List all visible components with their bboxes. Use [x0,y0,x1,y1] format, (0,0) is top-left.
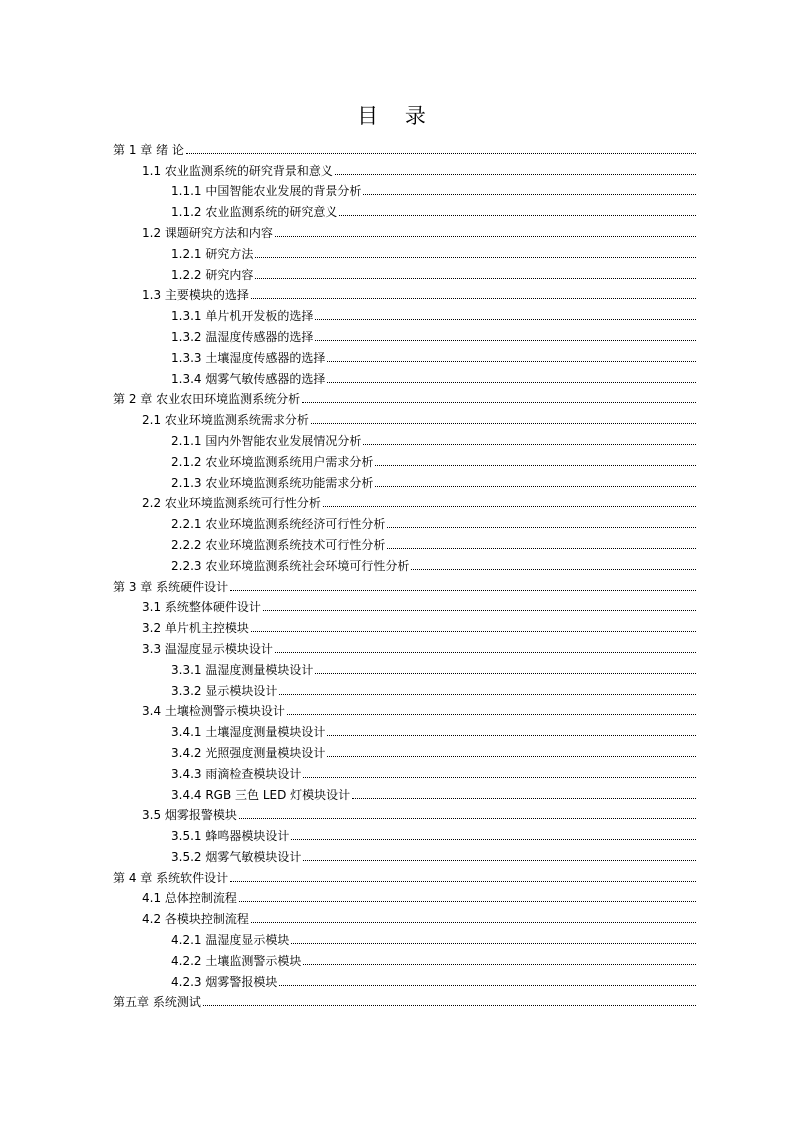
toc-entry[interactable] [113,158,696,179]
toc-entry[interactable] [113,699,696,720]
toc-entry-text: 2.2.2 农业环境监测系统技术可行性分析 [171,537,386,552]
toc-entry[interactable] [113,782,696,803]
toc-entry-text: 3.2 单片机主控模块 [142,621,249,636]
toc-entry-text: 4.2.3 烟雾警报模块 [171,974,278,989]
toc-entry[interactable] [113,532,696,553]
dot-leader [251,631,696,632]
toc-entry[interactable] [113,324,696,345]
toc-entry[interactable] [113,345,696,366]
toc-entry[interactable] [113,657,696,678]
dot-leader [363,444,696,445]
toc-entry-text: 3.3 温湿度显示模块设计 [142,641,273,656]
dot-leader [230,590,696,591]
dot-leader [291,943,696,944]
toc-entry[interactable] [113,366,696,387]
dot-leader [315,319,696,320]
dot-leader [279,694,696,695]
toc-entry[interactable] [113,199,696,220]
dot-leader [303,860,696,861]
dot-leader [339,215,696,216]
dot-leader [327,361,696,362]
toc-entry-text: 4.2.2 土壤监测警示模块 [171,953,302,968]
toc-entry[interactable] [113,470,696,491]
toc-entry-text: 1.3.2 温湿度传感器的选择 [171,329,314,344]
dot-leader [255,257,696,258]
toc-entry[interactable] [113,761,696,782]
toc-entry-text: 2.2 农业环境监测系统可行性分析 [142,496,321,511]
toc-entry-text: 3.3.1 温湿度测量模块设计 [171,662,314,677]
dot-leader [230,881,696,882]
toc-entry-text: 1.3 主要模块的选择 [142,288,249,303]
toc-entry-text: 1.1.1 中国智能农业发展的背景分析 [171,184,362,199]
dot-leader [279,985,696,986]
dot-leader [363,194,696,195]
dot-leader [315,340,696,341]
toc-entry-text: 1.3.3 土壤湿度传感器的选择 [171,350,326,365]
toc-entry[interactable] [113,241,696,262]
toc-entry[interactable] [113,969,696,990]
toc-entry[interactable] [113,511,696,532]
toc-entry-text: 第 1 章 绪 论 [113,142,184,157]
dot-leader [239,818,696,819]
toc-entry[interactable] [113,428,696,449]
dot-leader [251,922,696,923]
toc-entry[interactable] [113,283,696,304]
toc-entry-text: 3.4.1 土壤湿度测量模块设计 [171,725,326,740]
toc-entry-text: 3.4.2 光照强度测量模块设计 [171,745,326,760]
toc-entry[interactable] [113,865,696,886]
toc-entry[interactable] [113,803,696,824]
toc-entry[interactable] [113,491,696,512]
dot-leader [323,506,696,507]
toc-entry-text: 第 2 章 农业农田环境监测系统分析 [113,392,301,407]
toc-entry[interactable] [113,678,696,699]
toc-entry-text: 4.2.1 温湿度显示模块 [171,933,290,948]
toc-entry[interactable] [113,387,696,408]
dot-leader [255,278,696,279]
toc-entry-text: 1.2.1 研究方法 [171,246,254,261]
dot-leader [311,423,696,424]
toc-entry-text: 1.2.2 研究内容 [171,267,254,282]
toc-entry-text: 2.2.1 农业环境监测系统经济可行性分析 [171,517,386,532]
toc-entry[interactable] [113,719,696,740]
toc-entry-text: 3.5 烟雾报警模块 [142,808,237,823]
dot-leader [327,735,696,736]
dot-leader [186,153,696,154]
toc-entry[interactable] [113,303,696,324]
toc-entry[interactable] [113,137,696,158]
dot-leader [335,174,696,175]
toc-entry-text: 1.1 农业监测系统的研究背景和意义 [142,163,333,178]
table-of-contents [113,137,696,1010]
toc-entry[interactable] [113,220,696,241]
toc-entry[interactable] [113,990,696,1011]
toc-entry[interactable] [113,615,696,636]
toc-entry-text: 3.4 土壤检测警示模块设计 [142,704,285,719]
toc-entry-text: 1.3.4 烟雾气敏传感器的选择 [171,371,326,386]
toc-entry[interactable] [113,553,696,574]
dot-leader [263,610,696,611]
toc-entry-text: 1.2 课题研究方法和内容 [142,225,273,240]
toc-entry-text: 1.1.2 农业监测系统的研究意义 [171,205,338,220]
toc-entry-text: 3.3.2 显示模块设计 [171,683,278,698]
toc-entry[interactable] [113,844,696,865]
dot-leader [302,402,696,403]
dot-leader [375,465,696,466]
toc-entry[interactable] [113,823,696,844]
toc-entry-text: 2.1 农业环境监测系统需求分析 [142,413,309,428]
toc-entry-text: 3.5.1 蜂鸣器模块设计 [171,829,290,844]
dot-leader [239,901,696,902]
dot-leader [411,569,696,570]
toc-entry-text: 第 4 章 系统软件设计 [113,870,229,885]
dot-leader [387,527,696,528]
dot-leader [387,548,696,549]
toc-entry[interactable] [113,574,696,595]
toc-entry-text: 3.5.2 烟雾气敏模块设计 [171,849,302,864]
dot-leader [303,964,696,965]
toc-entry[interactable] [113,948,696,969]
toc-entry-text: 第五章 系统测试 [113,995,201,1010]
toc-entry[interactable] [113,595,696,616]
dot-leader [203,1005,696,1006]
toc-entry[interactable] [113,636,696,657]
dot-leader [315,673,696,674]
toc-entry[interactable] [113,927,696,948]
toc-entry[interactable] [113,262,696,283]
dot-leader [327,756,696,757]
toc-entry[interactable] [113,886,696,907]
dot-leader [275,236,696,237]
toc-entry[interactable] [113,407,696,428]
toc-entry-text: 4.2 各模块控制流程 [142,912,249,927]
toc-entry-text: 4.1 总体控制流程 [142,891,237,906]
toc-entry-text: 1.3.1 单片机开发板的选择 [171,309,314,324]
dot-leader [352,798,696,799]
dot-leader [287,714,696,715]
toc-entry-text: 3.4.3 雨滴检查模块设计 [171,766,302,781]
toc-entry-text: 2.2.3 农业环境监测系统社会环境可行性分析 [171,558,410,573]
toc-entry-text: 3.4.4 RGB 三色 LED 灯模块设计 [171,787,351,802]
toc-entry[interactable] [113,740,696,761]
dot-leader [291,839,696,840]
dot-leader [275,652,696,653]
toc-entry[interactable] [113,906,696,927]
dot-leader [327,382,696,383]
dot-leader [251,298,696,299]
toc-entry-text: 2.1.3 农业环境监测系统功能需求分析 [171,475,374,490]
dot-leader [375,486,696,487]
toc-entry-text: 2.1.2 农业环境监测系统用户需求分析 [171,454,374,469]
toc-entry[interactable] [113,449,696,470]
toc-entry[interactable] [113,179,696,200]
toc-entry-text: 2.1.1 国内外智能农业发展情况分析 [171,433,362,448]
toc-entry-text: 3.1 系统整体硬件设计 [142,600,261,615]
toc-title: 目 录 [357,104,436,128]
toc-entry-text: 第 3 章 系统硬件设计 [113,579,229,594]
dot-leader [303,777,696,778]
